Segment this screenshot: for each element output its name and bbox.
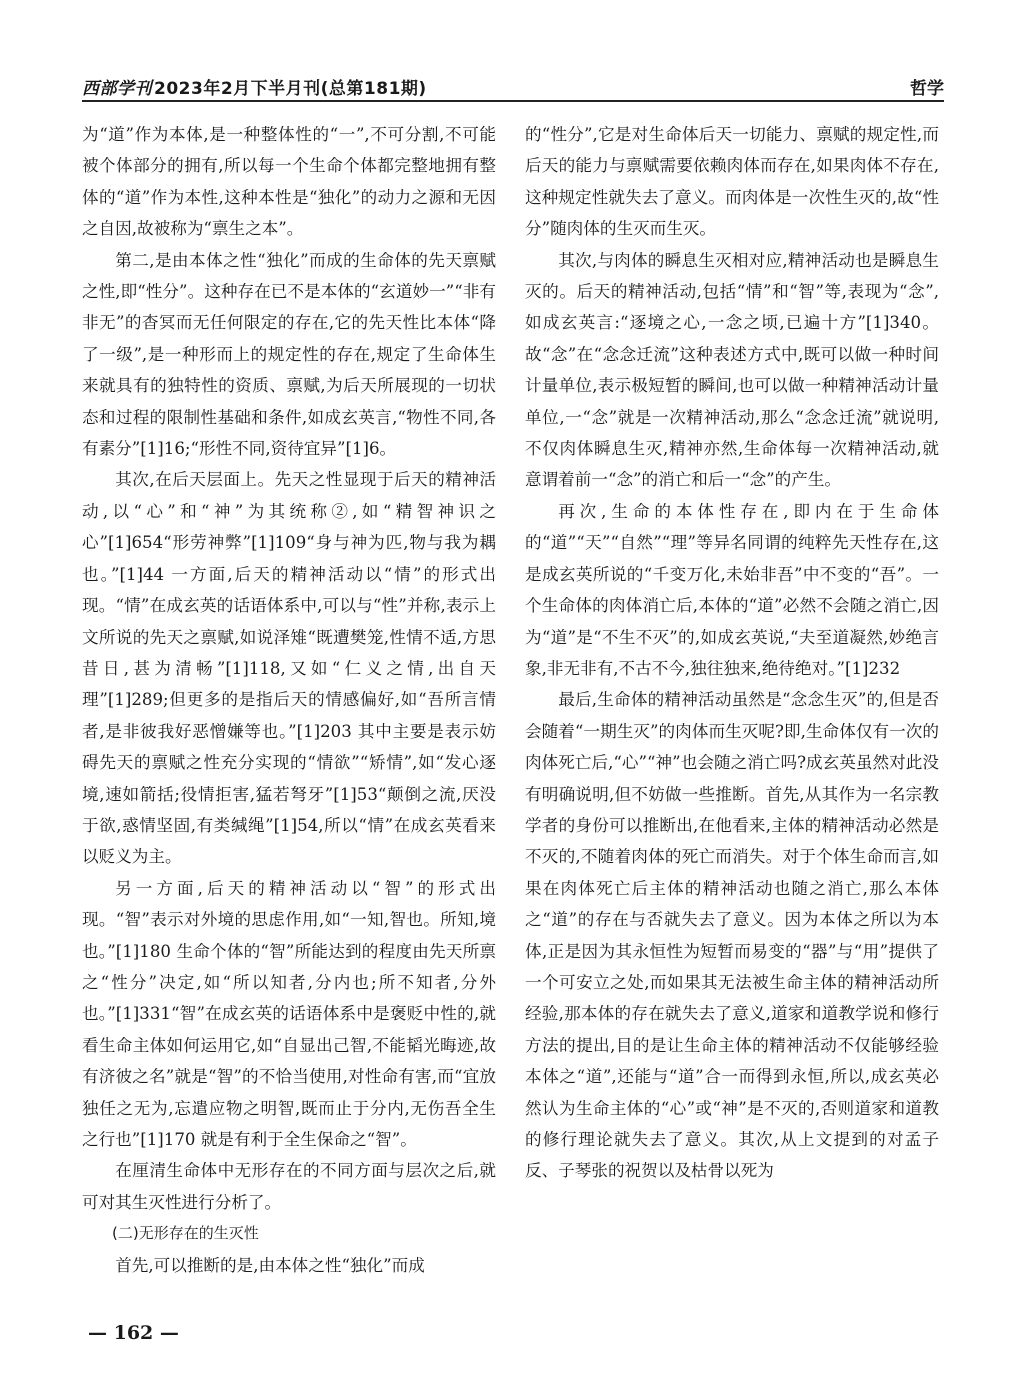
paragraph: 的“性分”,它是对生命体后天一切能力、禀赋的规定性,而后天的能力与禀赋需要依赖肉体而存在,如果肉体不存在,这种规定性就失去了意义。而肉体是一次性生灭的,故“性分”随肉体的生灭而生灭。	[525, 125, 939, 239]
header-rule	[82, 100, 944, 102]
issue-info: 2023年2月下半月刊(总第181期)	[154, 79, 427, 99]
paragraph: 最后,生命体的精神活动虽然是“念念生灭”的,但是否会随着“一期生灭”的肉体而生灭呢?即,生命体仅有一次的肉体死亡后,“心”“神”也会随之消亡吗?成玄英虽然对此没有明确说明,但不妨做一些推断。首先,从其作为一名宗教学者的身份可以推断出,在他看来,主体的精神活动必然是不灭的,不随着肉体的死亡而消失。对于个体生命而言,如果在肉体死亡后主体的精神活动也随之消亡,那么本体之“道”的存在与否就失去了意义。因为本体之所以为本体,正是因为其永恒性为短暂而易变的“器”与“用”提供了一个可安立之处,而如果其无法被生命主体的精神活动所经验,那本体的存在就失去了意义,道家和道教学说和修行方法的提出,目的是让生命主体的精神活动不仅能够经验本体之“道”,还能与“道”合一而得到永恒,所以,成玄英必然认为生命主体的“心”或“神”是不灭的,否则道家和道教的修行理论就失去了意义。其次,从上文提到的对孟子反、子琴张的祝贺以及枯骨以死为	[525, 690, 939, 1181]
paragraph: 第二,是由本体之性“独化”而成的生命体的先天禀赋之性,即“性分”。这种存在已不是本体的“玄道妙一”“非有非无”的杳冥而无任何限定的存在,它的先天性比本体“降了一级”,是一种形而上的规定性的存在,规定了生命体生来就具有的独特性的资质、禀赋,为后天所展现的一切状态和过程的限制性基础和条件,如成玄英言,“物性不同,各有素分”[1]16;“形性不同,资待宜异”[1]6。	[82, 250, 496, 459]
paragraph: 其次,在后天层面上。先天之性显现于后天的精神活动,以“心”和“神”为其统称②,如“精智神识之心”[1]654“形劳神弊”[1]109“身与神为匹,物与我为耦也。”[1]44 一方面,后天的精神活动以“情”的形式出现。“情”在成玄英的话语体系中,可以与“性”并称,表示上文所说的先天之禀赋,如说泽雉“既遭樊笼,性情不适,方思昔日,甚为清畅”[1]118,又如“仁义之情,出自天理”[1]289;但更多的是指后天的情感偏好,如“吾所言情者,是非彼我好恶憎嫌等也。”[1]203 其中主要是表示妨碍先天的禀赋之性充分实现的“情欲”“矫情”,如“发心逐境,速如箭括;役情拒害,猛若弩牙”[1]53“颠倒之流,厌没于欲,惑情坚固,有类缄绳”[1]54,所以“情”在成玄英看来以贬义为主。	[82, 470, 496, 867]
paragraph: 首先,可以推断的是,由本体之性“独化”而成	[115, 1255, 425, 1275]
paragraph: 再次,生命的本体性存在,即内在于生命体的“道”“天”“自然”“理”等异名同谓的纯粹先天性存在,这是成玄英所说的“千变万化,未始非吾”中不变的“吾”。一个生命体的肉体消亡后,本体的“道”必然不会随之消亡,因为“道”是“不生不灭”的,如成玄英说,“夫至道凝然,妙绝言象,非无非有,不古不今,独往独来,绝待绝对。”[1]232	[525, 501, 939, 678]
right-column	[525, 119, 939, 1339]
journal-name-logo: 西部学刊	[82, 79, 152, 99]
section-label: 哲学	[910, 79, 944, 99]
paragraph: 其次,与肉体的瞬息生灭相对应,精神活动也是瞬息生灭的。后天的精神活动,包括“情”和“智”等,表现为“念”,如成玄英言:“逐境之心,一念之顷,已遍十方”[1]340。故“念”在“念念迁流”这种表述方式中,既可以做一种时间计量单位,表示极短暂的瞬间,也可以做一种精神活动计量单位,一“念”就是一次精神活动,那么“念念迁流”就说明,不仅肉体瞬息生灭,精神亦然,生命体每一次精神活动,就意谓着前一“念”的消亡和后一“念”的产生。	[525, 250, 939, 490]
left-column	[82, 119, 496, 1339]
subsection-heading: (二)无形存在的生灭性	[112, 1224, 259, 1243]
paragraph: 为“道”作为本体,是一种整体性的“一”,不可分割,不可能被个体部分的拥有,所以每一个生命个体都完整地拥有整体的“道”作为本性,这种本性是“独化”的动力之源和无因之自因,故被称为“禀生之本”。	[82, 125, 496, 239]
page-number: — 162 —	[88, 1322, 179, 1344]
paragraph: 另一方面,后天的精神活动以“智”的形式出现。“智”表示对外境的思虑作用,如“一知,智也。所知,境也。”[1]180 生命个体的“智”所能达到的程度由先天所禀之“性分”决定,如“所以知者,分内也;所不知者,分外也。”[1]331“智”在成玄英的话语体系中是褒贬中性的,就看生命主体如何运用它,如“自显出己智,不能韬光晦迹,故有济彼之名”就是“智”的不恰当使用,对性命有害,而“宜放独任之无为,忘遣应物之明智,既而止于分内,无伤吾全生之行也”[1]170 就是有利于全生保命之“智”。	[82, 878, 496, 1149]
journal-title	[82, 74, 427, 99]
paragraph: 在厘清生命体中无形存在的不同方面与层次之后,就可对其生灭性进行分析了。	[82, 1161, 496, 1212]
